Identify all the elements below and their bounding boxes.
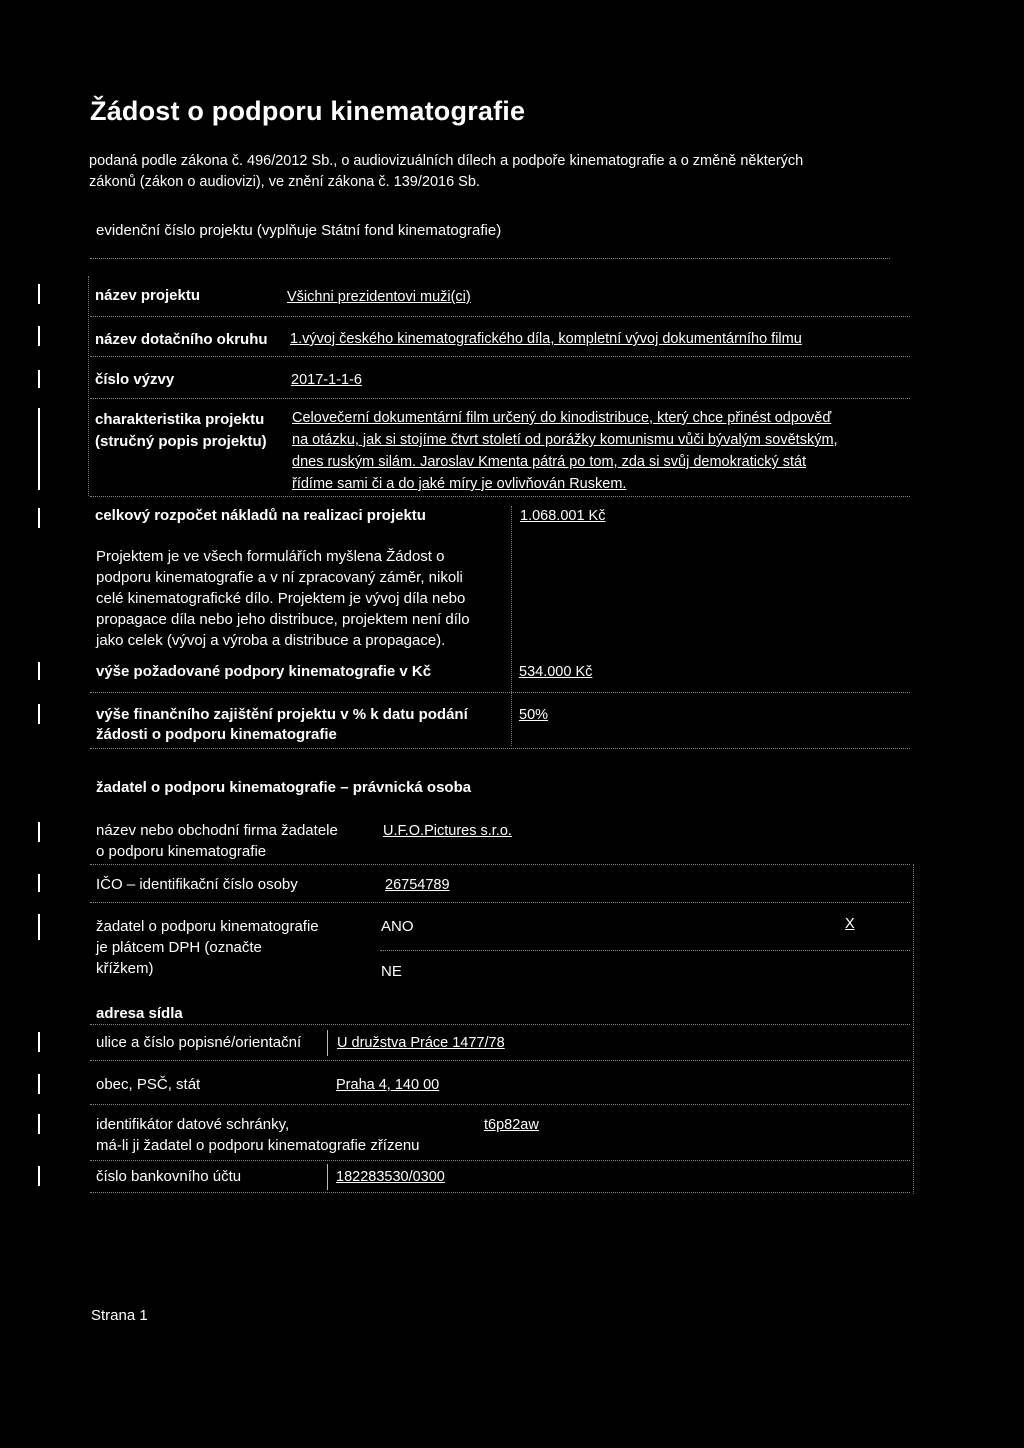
margin-bar xyxy=(38,1114,40,1134)
vat-label-3: křížkem) xyxy=(96,960,154,977)
vat-option-no[interactable]: NE xyxy=(381,963,402,980)
vat-label-2: je plátcem DPH (označte xyxy=(96,939,262,956)
margin-bar xyxy=(38,704,40,724)
street-value: U družstva Práce 1477/78 xyxy=(337,1035,505,1051)
firm-name-value: U.F.O.Pictures s.r.o. xyxy=(383,823,512,839)
characteristics-line: dnes ruským silám. Jaroslav Kmenta pátrá po tom, zda si svůj demokratický stát xyxy=(292,454,807,470)
vat-option-yes[interactable]: ANO xyxy=(381,918,414,935)
requested-support-value: 534.000 Kč xyxy=(519,664,593,680)
databox-label: identifikátor datové schránky, xyxy=(96,1116,290,1133)
bank-account-value: 182283530/0300 xyxy=(336,1169,445,1185)
grant-area-label: název dotačního okruhu xyxy=(95,331,268,348)
call-number-label: číslo výzvy xyxy=(95,371,175,388)
address-title: adresa sídla xyxy=(96,1005,183,1022)
databox-sublabel: má-li ji žadatel o podporu kinematografie zřízenu xyxy=(96,1137,420,1154)
divider xyxy=(380,950,910,951)
note-line: Projektem je ve všech formulářích myšlena Žádost o xyxy=(96,548,445,565)
characteristics-sublabel: (stručný popis projektu) xyxy=(95,433,267,450)
margin-bar xyxy=(38,874,40,892)
divider xyxy=(90,748,910,749)
characteristics-line: řídíme sami či a do jaké míry je ovlivňován Ruskem. xyxy=(292,476,627,492)
margin-bar xyxy=(38,326,40,346)
characteristics-line: na otázku, jak si stojíme čtvrt století od porážky komunismu vůči bývalým sovětským, xyxy=(292,432,838,448)
bank-account-label: číslo bankovního účtu xyxy=(96,1168,242,1185)
note-line: podporu kinematografie a v ní zpracovaný záměr, nikoli xyxy=(96,569,463,586)
divider xyxy=(90,258,890,259)
note-line: propagace díla nebo jeho distribuce, projektem není dílo xyxy=(96,611,470,628)
note-line: celé kinematografické dílo. Projektem je vývoj díla nebo xyxy=(96,590,466,607)
total-budget-label: celkový rozpočet nákladů na realizaci projektu xyxy=(95,507,426,524)
divider xyxy=(90,692,910,693)
vat-label: žadatel o podporu kinematografie xyxy=(96,918,319,935)
margin-bar xyxy=(38,284,40,304)
divider xyxy=(90,1060,910,1061)
margin-bar xyxy=(38,1074,40,1094)
margin-bar xyxy=(38,662,40,680)
characteristics-line: Celovečerní dokumentární film určený do kinodistribuce, který chce přinést odpověď xyxy=(292,410,832,426)
firm-name-label: název nebo obchodní firma žadatele xyxy=(96,822,338,839)
subtitle-line-2: zákonů (zákon o audiovizi), ve znění zákona č. 139/2016 Sb. xyxy=(89,174,480,190)
divider xyxy=(90,1024,910,1025)
note-line: jako celek (vývoj a výroba a distribuce a propagace). xyxy=(96,632,446,649)
subtitle-line-1: podaná podle zákona č. 496/2012 Sb., o audiovizuálních dílech a podpoře kinematografie a o změně některých xyxy=(89,153,804,169)
divider xyxy=(90,1160,910,1161)
section-border xyxy=(88,276,89,496)
firm-name-sublabel: o podporu kinematografie xyxy=(96,843,267,860)
financial-security-sublabel: žádosti o podporu kinematografie xyxy=(96,726,337,743)
project-name-value: Všichni prezidentovi muži(ci) xyxy=(287,289,471,305)
city-label: obec, PSČ, stát xyxy=(96,1076,201,1093)
financial-security-label: výše finančního zajištění projektu v % k datu podání xyxy=(96,706,468,723)
page-number: Strana 1 xyxy=(91,1307,148,1324)
margin-bar xyxy=(38,508,40,528)
margin-bar xyxy=(38,822,40,842)
vat-checkmark[interactable]: X xyxy=(845,916,855,932)
cell-border xyxy=(327,1164,328,1190)
margin-bar xyxy=(38,1166,40,1186)
grant-area-value: 1.vývoj českého kinematografického díla, kompletní vývoj dokumentárního filmu xyxy=(290,331,802,347)
page-title: Žádost o podporu kinematografie xyxy=(90,96,526,126)
cell-border xyxy=(327,1030,328,1056)
divider xyxy=(90,902,910,903)
street-label: ulice a číslo popisné/orientační xyxy=(96,1034,302,1051)
divider xyxy=(90,356,910,357)
margin-bar xyxy=(38,1032,40,1052)
divider xyxy=(90,864,910,865)
margin-bar xyxy=(38,370,40,388)
margin-bar xyxy=(38,408,40,490)
right-border xyxy=(913,864,914,1194)
characteristics-label: charakteristika projektu xyxy=(95,411,265,428)
divider xyxy=(90,316,910,317)
ico-label: IČO – identifikační číslo osoby xyxy=(96,876,298,893)
margin-bar xyxy=(38,914,40,940)
applicant-section-title: žadatel o podporu kinematografie – právnická osoba xyxy=(96,779,472,796)
divider xyxy=(90,1192,910,1193)
city-value: Praha 4, 140 00 xyxy=(336,1077,440,1093)
ico-value: 26754789 xyxy=(385,877,450,893)
value-column-border xyxy=(511,506,512,746)
financial-security-value: 50% xyxy=(519,707,549,723)
divider xyxy=(90,1104,910,1105)
evidence-number-label: evidenční číslo projektu (vyplňuje Státní fond kinematografie) xyxy=(96,222,502,239)
databox-value: t6p82aw xyxy=(484,1117,539,1133)
divider xyxy=(90,398,910,399)
divider xyxy=(90,496,910,497)
total-budget-value: 1.068.001 Kč xyxy=(520,508,606,524)
requested-support-label: výše požadované podpory kinematografie v Kč xyxy=(96,663,432,680)
project-name-label: název projektu xyxy=(95,287,201,304)
call-number-value: 2017-1-1-6 xyxy=(291,372,362,388)
